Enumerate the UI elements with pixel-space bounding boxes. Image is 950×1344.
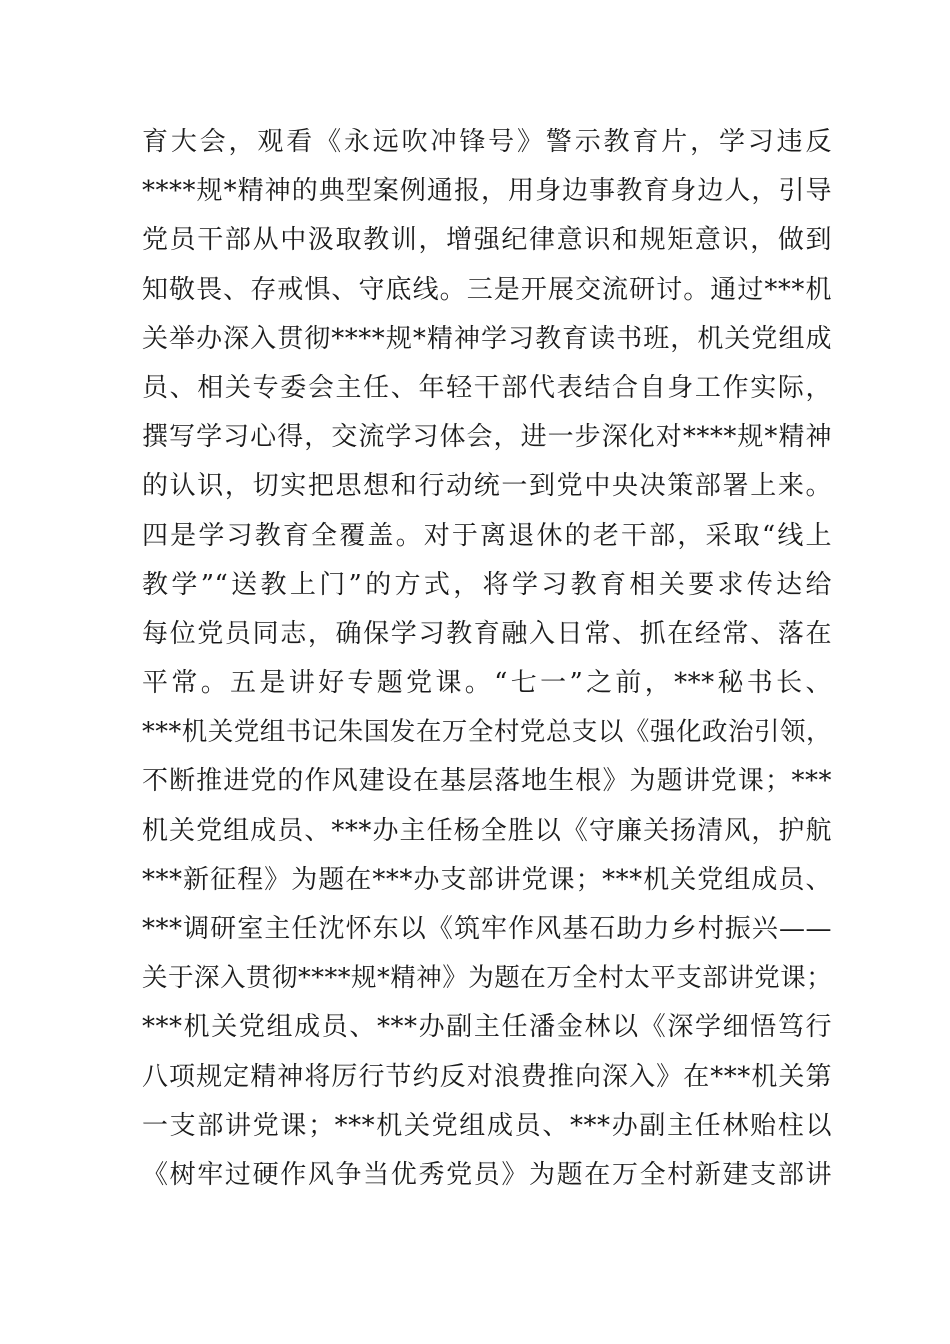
text-line: 机关党组成员、***办主任杨全胜以《守廉关扬清风，护航: [142, 815, 832, 846]
text-line: ***调研室主任沈怀东以《筑牢作风基石助力乡村振兴——: [142, 914, 832, 944]
text-line: ***新征程》为题在***办支部讲党课；***机关党组成员、: [142, 864, 832, 895]
text-line: 关于深入贯彻****规*精神》为题在万全村太平支部讲党课；: [142, 963, 833, 994]
text-line: 《树牢过硬作风争当优秀党员》为题在万全村新建支部讲: [142, 1159, 832, 1190]
body-text: [142, 118, 832, 1200]
text-line: ***机关党组书记朱国发在万全村党总支以《强化政治引领，: [142, 717, 832, 748]
text-line: 一支部讲党课；***机关党组成员、***办副主任林贻柱以: [142, 1110, 832, 1141]
text-line: 每位党员同志，确保学习教育融入日常、抓在经常、落在: [142, 618, 832, 649]
text-line: 关举办深入贯彻****规*精神学习教育读书班，机关党组成: [142, 323, 832, 354]
text-line: 撰写学习心得，交流学习体会，进一步深化对****规*精神: [142, 422, 832, 453]
text-line: 育大会，观看《永远吹冲锋号》警示教育片，学习违反: [142, 127, 832, 157]
text-line: 平常。五是讲好专题党课。“七一”之前，***秘书长、: [142, 668, 832, 699]
text-line: 不断推进党的作风建设在基层落地生根》为题讲党课；***: [142, 766, 832, 797]
text-line: ***机关党组成员、***办副主任潘金林以《深学细悟笃行: [142, 1012, 832, 1043]
text-line: ****规*精神的典型案例通报，用身边事教育身边人，引导: [142, 176, 832, 207]
text-line: 八项规定精神将厉行节约反对浪费推向深入》在***机关第: [142, 1061, 832, 1092]
text-line: 四是学习教育全覆盖。对于离退休的老干部，采取“线上: [142, 520, 832, 551]
text-line: 员、相关专委会主任、年轻干部代表结合自身工作实际，: [142, 372, 832, 403]
text-line: 教学”“送教上门”的方式，将学习教育相关要求传达给: [142, 569, 832, 600]
text-line: 党员干部从中汲取教训，增强纪律意识和规矩意识，做到: [142, 225, 832, 256]
text-line: 知敬畏、存戒惧、守底线。三是开展交流研讨。通过***机: [142, 274, 832, 305]
text-line: 的认识，切实把思想和行动统一到党中央决策部署上来。: [142, 471, 832, 502]
